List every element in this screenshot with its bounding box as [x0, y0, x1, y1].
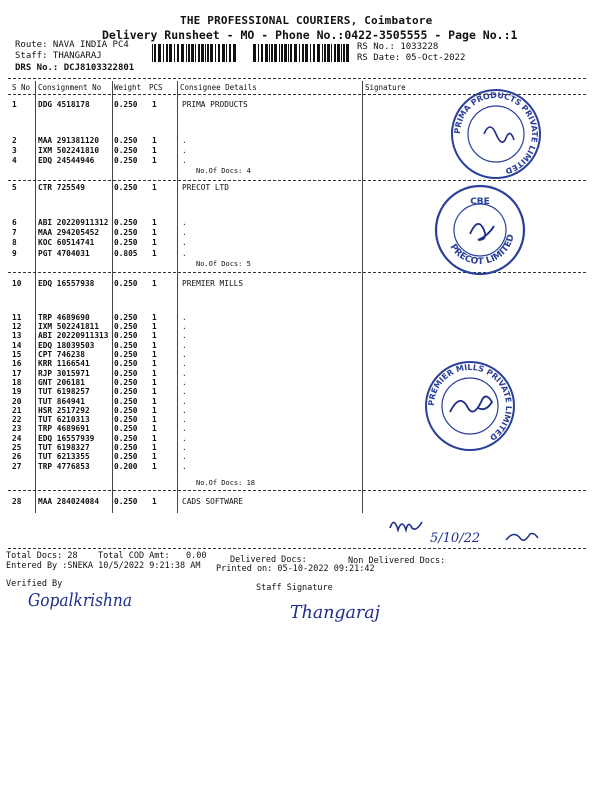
- staff-signature-label: Staff Signature: [256, 583, 333, 593]
- row-weight: 0.250: [114, 156, 138, 165]
- row-consignment: HSR 2517292: [38, 406, 90, 415]
- row-dot: .: [182, 313, 187, 322]
- row-pcs: 1: [152, 424, 157, 433]
- row-consignment: CPT 746238: [38, 350, 85, 359]
- row-consignment: PGT 4704031: [38, 249, 90, 258]
- row-pcs: 1: [152, 228, 157, 237]
- row-pcs: 1: [152, 387, 157, 396]
- barcode-bar: [331, 44, 332, 62]
- barcode-bar: [158, 44, 161, 62]
- row-sno: 16: [12, 359, 22, 368]
- barcode-bar: [166, 44, 168, 62]
- barcode-bar: [343, 44, 345, 62]
- row-sno: 18: [12, 378, 22, 387]
- row-consignment: TUT 6213355: [38, 452, 90, 461]
- col-sno: S No: [12, 83, 31, 92]
- row-dot: .: [182, 359, 187, 368]
- barcode-bar: [261, 44, 263, 62]
- barcode-bar: [229, 44, 231, 62]
- col-consignee: Consignee Details: [180, 83, 257, 92]
- row-consignment: TUT 864941: [38, 397, 85, 406]
- row-pcs: 1: [152, 378, 157, 387]
- row-sno: 17: [12, 369, 22, 378]
- row-sno: 24: [12, 434, 22, 443]
- row-weight: 0.250: [114, 146, 138, 155]
- row-sno: 21: [12, 406, 22, 415]
- verifier-sig-text: Gopalkrishna: [28, 590, 132, 611]
- row-pcs: 1: [152, 434, 157, 443]
- row-dot: .: [182, 322, 187, 331]
- rs-number: RS No.: 1033228: [357, 42, 439, 52]
- barcode-bar: [195, 44, 196, 62]
- row-pcs: 1: [152, 350, 157, 359]
- row-consignment: IXM 502241810: [38, 146, 100, 155]
- row-sno: 8: [12, 238, 17, 247]
- row-sno: 3: [12, 146, 17, 155]
- row-pcs: 1: [152, 218, 157, 227]
- row-weight: 0.200: [114, 462, 138, 471]
- barcode-left: [152, 44, 238, 62]
- row-weight: 0.805: [114, 249, 138, 258]
- row-pcs: 1: [152, 359, 157, 368]
- barcode-bar: [284, 44, 287, 62]
- group-docs-count: No.Of Docs: 18: [196, 479, 256, 487]
- row-consignment: RJP 3015971: [38, 369, 90, 378]
- barcode-bar: [305, 44, 308, 62]
- row-consignment: IXM 502241811: [38, 322, 100, 331]
- group-docs-count: No.Of Docs: 4: [196, 167, 251, 175]
- printed-on: Printed on: 05-10-2022 09:21:42: [216, 564, 375, 574]
- row-dot: .: [182, 443, 187, 452]
- row-sno: 12: [12, 322, 22, 331]
- row-dot: .: [182, 434, 187, 443]
- prima-products-stamp: [448, 86, 544, 182]
- row-consignment: KRR 1166541: [38, 359, 90, 368]
- row-pcs: 1: [152, 100, 157, 109]
- row-consignment: ABI 20220911312: [38, 218, 109, 227]
- row-consignment: KOC 60514741: [38, 238, 95, 247]
- row-weight: 0.250: [114, 387, 138, 396]
- row-dot: .: [182, 341, 187, 350]
- barcode-bar: [218, 44, 220, 62]
- barcode-bar: [302, 44, 304, 62]
- row-sno: 5: [12, 183, 17, 192]
- row-sno: 19: [12, 387, 22, 396]
- row-sno: 10: [12, 279, 22, 288]
- row-consignment: MAA 294205452: [38, 228, 100, 237]
- row-consignment: EDQ 16557938: [38, 279, 95, 288]
- barcode-bar: [258, 44, 259, 62]
- barcode-bar: [271, 44, 273, 62]
- barcode-bar: [233, 44, 236, 62]
- row-weight: 0.250: [114, 313, 138, 322]
- non-delivered-docs: Non Delivered Docs:: [348, 556, 446, 566]
- total-docs: Total Docs: 28: [6, 551, 78, 561]
- row-pcs: 1: [152, 369, 157, 378]
- group-docs-count: No.Of Docs: 5: [196, 260, 251, 268]
- barcode-bar: [327, 44, 330, 62]
- row-weight: 0.250: [114, 497, 138, 506]
- rs-date: RS Date: 05-Oct-2022: [357, 53, 466, 63]
- row-pcs: 1: [152, 406, 157, 415]
- verifier-signature: [26, 582, 136, 618]
- row-dot: .: [182, 218, 187, 227]
- col-weight: Weight: [114, 83, 142, 92]
- handwritten-date: 5/10/22: [430, 531, 481, 546]
- row-weight: 0.250: [114, 369, 138, 378]
- barcode-bar: [299, 44, 300, 62]
- row-weight: 0.250: [114, 397, 138, 406]
- column-line: [112, 81, 113, 513]
- barcode-bar: [215, 44, 216, 62]
- verified-by-label: Verified By: [6, 579, 63, 589]
- runsheet-title: Delivery Runsheet - MO - Phone No.:0422-3505555 - Page No.:1: [102, 28, 518, 42]
- row-consignment: ABI 20220911313: [38, 331, 109, 340]
- row-sno: 15: [12, 350, 22, 359]
- row-weight: 0.250: [114, 183, 138, 192]
- barcode-bar: [181, 44, 184, 62]
- row-weight: 0.250: [114, 434, 138, 443]
- row-pcs: 1: [152, 397, 157, 406]
- staff-sig-text: Thangaraj: [290, 602, 381, 623]
- barcode-bar: [253, 44, 256, 62]
- row-weight: 0.250: [114, 341, 138, 350]
- row-dot: .: [182, 249, 187, 258]
- row-pcs: 1: [152, 183, 157, 192]
- row-pcs: 1: [152, 341, 157, 350]
- entered-by: Entered By :SNEKA 10/5/2022 9:21:38 AM: [6, 561, 201, 571]
- barcode-bar: [269, 44, 270, 62]
- barcode-bar: [290, 44, 292, 62]
- handwritten-date-signature: [386, 506, 546, 552]
- barcode-bar: [201, 44, 204, 62]
- row-weight: 0.250: [114, 406, 138, 415]
- barcode-bar: [174, 44, 175, 62]
- stamp-cbe: CBE: [470, 197, 490, 207]
- row-weight: 0.250: [114, 415, 138, 424]
- row-weight: 0.250: [114, 350, 138, 359]
- row-sno: 1: [12, 100, 17, 109]
- row-sno: 4: [12, 156, 17, 165]
- row-pcs: 1: [152, 452, 157, 461]
- delivered-docs: Delivered Docs:: [230, 555, 307, 565]
- consignee-name: CADS SOFTWARE: [182, 497, 244, 506]
- row-dot: .: [182, 424, 187, 433]
- barcode-bar: [154, 44, 156, 62]
- barcode-bar: [341, 44, 342, 62]
- row-pcs: 1: [152, 443, 157, 452]
- column-line: [362, 81, 363, 513]
- row-weight: 0.250: [114, 443, 138, 452]
- row-consignment: TUT 6198327: [38, 443, 90, 452]
- barcode-bar: [152, 44, 153, 62]
- row-dot: .: [182, 238, 187, 247]
- row-dot: .: [182, 350, 187, 359]
- barcode-bar: [313, 44, 315, 62]
- row-sno: 20: [12, 397, 22, 406]
- barcode-bar: [265, 44, 268, 62]
- col-consignment: Consignment No: [38, 83, 102, 92]
- stamp-text: PRIMA PRODUCTS PRIVATE LIMITED: [452, 90, 540, 176]
- row-consignment: EDQ 16557939: [38, 434, 95, 443]
- row-sno: 6: [12, 218, 17, 227]
- row-dot: .: [182, 156, 187, 165]
- row-weight: 0.250: [114, 378, 138, 387]
- row-dot: .: [182, 369, 187, 378]
- row-sno: 13: [12, 331, 22, 340]
- drs-number: DRS No.: DCJ8103322801: [15, 63, 135, 73]
- row-consignment: TUT 6198257: [38, 387, 90, 396]
- row-pcs: 1: [152, 322, 157, 331]
- barcode-bar: [210, 44, 213, 62]
- row-pcs: 1: [152, 462, 157, 471]
- row-dot: .: [182, 136, 187, 145]
- barcode-bar: [317, 44, 320, 62]
- barcode-bar: [169, 44, 172, 62]
- barcode-bar: [191, 44, 194, 62]
- col-signature: Signature: [365, 83, 406, 92]
- row-sno: 2: [12, 136, 17, 145]
- barcode-bar: [324, 44, 326, 62]
- barcode-bar: [188, 44, 190, 62]
- row-dot: .: [182, 387, 187, 396]
- barcode-bar: [177, 44, 179, 62]
- stamp-text: PRECOT LIMITED: [447, 233, 517, 268]
- row-sno: 11: [12, 313, 22, 322]
- barcode-bar: [294, 44, 297, 62]
- row-weight: 0.250: [114, 359, 138, 368]
- premier-mills-stamp: [420, 356, 520, 456]
- row-dot: .: [182, 146, 187, 155]
- row-sno: 28: [12, 497, 22, 506]
- row-sno: 23: [12, 424, 22, 433]
- route-label: Route: NAVA INDIA PC4: [15, 40, 129, 50]
- divider: [8, 78, 586, 79]
- barcode-bar: [205, 44, 206, 62]
- row-consignment: MAA 284024084: [38, 497, 100, 506]
- row-sno: 9: [12, 249, 17, 258]
- consignee-name: PREMIER MILLS: [182, 279, 244, 288]
- barcode-bar: [281, 44, 283, 62]
- barcode-bar: [207, 44, 209, 62]
- barcode-bar: [337, 44, 340, 62]
- row-consignment: EDQ 24544946: [38, 156, 95, 165]
- row-dot: .: [182, 415, 187, 424]
- column-line: [177, 81, 178, 513]
- col-pcs: PCS: [149, 83, 163, 92]
- row-consignment: TUT 6210313: [38, 415, 90, 424]
- row-pcs: 1: [152, 238, 157, 247]
- row-weight: 0.250: [114, 238, 138, 247]
- barcode-bar: [222, 44, 225, 62]
- staff-signature: [288, 592, 388, 628]
- row-dot: .: [182, 462, 187, 471]
- row-weight: 0.250: [114, 100, 138, 109]
- row-dot: .: [182, 228, 187, 237]
- row-sno: 25: [12, 443, 22, 452]
- row-weight: 0.250: [114, 228, 138, 237]
- row-weight: 0.250: [114, 279, 138, 288]
- row-pcs: 1: [152, 497, 157, 506]
- row-pcs: 1: [152, 136, 157, 145]
- row-pcs: 1: [152, 415, 157, 424]
- group-divider: [8, 490, 586, 491]
- company-title: THE PROFESSIONAL COURIERS, Coimbatore: [180, 14, 433, 27]
- row-consignment: DDG 4518178: [38, 100, 90, 109]
- row-weight: 0.250: [114, 136, 138, 145]
- row-weight: 0.250: [114, 331, 138, 340]
- barcode-bar: [334, 44, 336, 62]
- row-dot: .: [182, 397, 187, 406]
- barcode-bar: [186, 44, 187, 62]
- barcode-bar: [322, 44, 323, 62]
- row-pcs: 1: [152, 146, 157, 155]
- barcode-bar: [198, 44, 200, 62]
- barcode-bar: [346, 44, 349, 62]
- row-sno: 26: [12, 452, 22, 461]
- row-dot: .: [182, 378, 187, 387]
- staff-label: Staff: THANGARAJ: [15, 51, 102, 61]
- row-dot: .: [182, 331, 187, 340]
- row-sno: 14: [12, 341, 22, 350]
- barcode-bar: [163, 44, 164, 62]
- row-pcs: 1: [152, 249, 157, 258]
- barcode-bar: [288, 44, 289, 62]
- row-pcs: 1: [152, 279, 157, 288]
- row-pcs: 1: [152, 331, 157, 340]
- consignee-name: PRIMA PRODUCTS: [182, 100, 248, 109]
- row-dot: .: [182, 406, 187, 415]
- row-consignment: EDQ 18039503: [38, 341, 95, 350]
- row-pcs: 1: [152, 313, 157, 322]
- barcode-bar: [274, 44, 277, 62]
- total-cod-value: 0.00: [186, 551, 207, 561]
- row-consignment: GNT 206181: [38, 378, 85, 387]
- row-consignment: TRP 4689690: [38, 313, 90, 322]
- row-sno: 22: [12, 415, 22, 424]
- row-sno: 27: [12, 462, 22, 471]
- total-cod-label: Total COD Amt:: [98, 551, 170, 561]
- barcode-right: [253, 44, 349, 62]
- column-line: [35, 81, 36, 513]
- row-consignment: MAA 291381120: [38, 136, 100, 145]
- barcode-bar: [226, 44, 227, 62]
- stamp-text: PREMIER MILLS PRIVATE LIMITED: [426, 362, 514, 443]
- precot-stamp: [432, 182, 528, 278]
- row-consignment: TRP 4776853: [38, 462, 90, 471]
- row-consignment: TRP 4689691: [38, 424, 90, 433]
- row-weight: 0.250: [114, 424, 138, 433]
- barcode-bar: [279, 44, 280, 62]
- row-pcs: 1: [152, 156, 157, 165]
- consignee-name: PRECOT LTD: [182, 183, 229, 192]
- row-weight: 0.250: [114, 218, 138, 227]
- row-sno: 7: [12, 228, 17, 237]
- barcode-bar: [310, 44, 311, 62]
- row-dot: .: [182, 452, 187, 461]
- row-weight: 0.250: [114, 452, 138, 461]
- row-weight: 0.250: [114, 322, 138, 331]
- row-consignment: CTR 725549: [38, 183, 85, 192]
